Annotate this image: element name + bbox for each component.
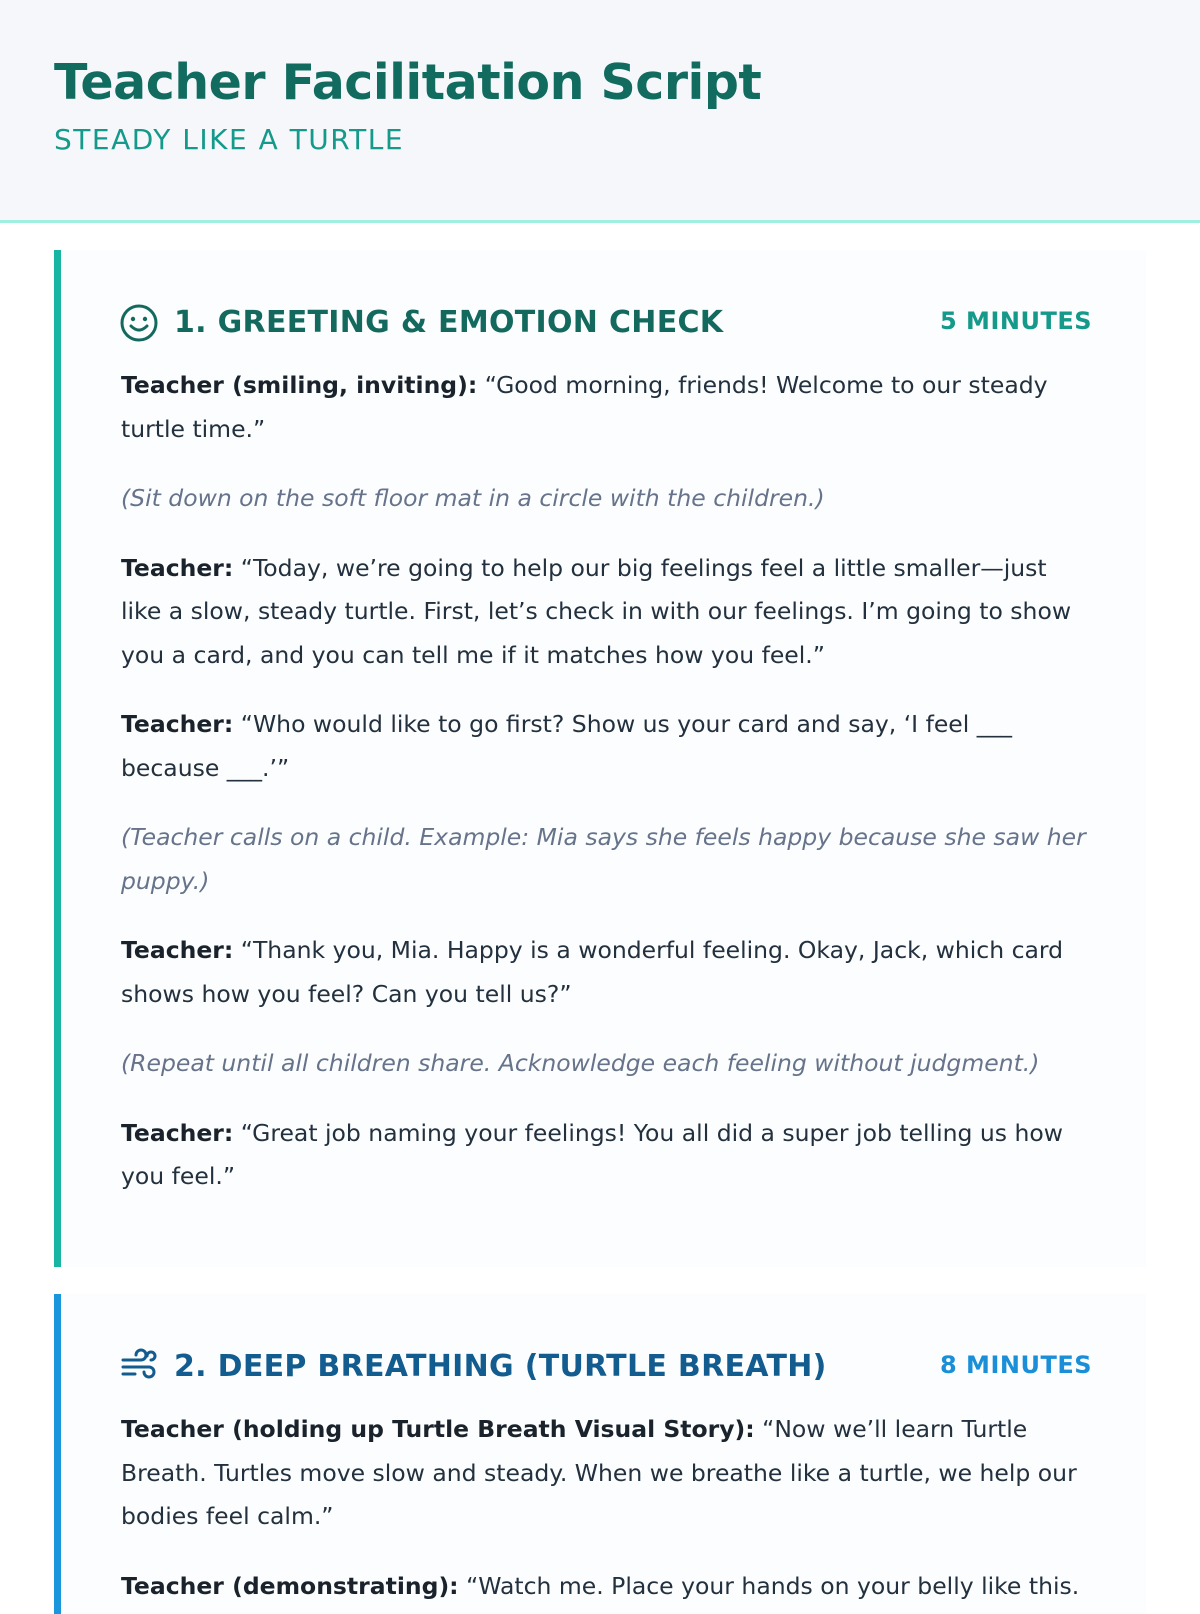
- speaker-label: Teacher (holding up Turtle Breath Visual Story):: [121, 1415, 755, 1443]
- smiley-face-icon: [119, 303, 159, 343]
- page-title: Teacher Facilitation Script: [54, 54, 762, 111]
- script-line: [121, 1112, 1092, 1199]
- section-title: 1. GREETING & EMOTION CHECK: [174, 305, 724, 340]
- speech-text: “Today, we’re going to help our big feelings feel a little smaller—just like a slow, steady turtle. First, let’s check in with our feelings. I’m going to show you a card, and you can tell me if it matches how you feel.”: [121, 553, 1072, 669]
- section-title: 2. DEEP BREATHING (TURTLE BREATH): [174, 1349, 827, 1384]
- section-header: [121, 303, 1092, 343]
- script-line: [121, 929, 1092, 1016]
- stage-direction: (Repeat until all children share. Acknowledge each feeling without judgment.): [121, 1049, 1040, 1077]
- section-deep-breathing: [54, 1294, 1146, 1614]
- speech-text: “Now we’ll learn Turtle Breath. Turtles move slow and steady. When we breathe like a turtle, we help our bodies feel calm.”: [121, 1415, 1077, 1530]
- speech-text: “Thank you, Mia. Happy is a wonderful feeling. Okay, Jack, which card shows how you feel? Can you tell us?”: [121, 936, 1064, 1008]
- speaker-label: Teacher:: [121, 1118, 234, 1147]
- section-duration: 5 MINUTES: [940, 307, 1092, 335]
- stage-direction: (Teacher calls on a child. Example: Mia says she feels happy because she saw her puppy.): [121, 823, 1086, 895]
- stage-direction: (Sit down on the soft floor mat in a circle with the children.): [121, 484, 825, 512]
- speaker-label: Teacher:: [121, 936, 234, 964]
- section-header: [121, 1347, 1092, 1387]
- speech-text: “Who would like to go first? Show us your card and say, ‘I feel ___ because ___.’”: [121, 710, 1013, 782]
- speech-text: “Good morning, friends! Welcome to our steady turtle time.”: [121, 371, 1048, 443]
- speaker-label: Teacher (smiling, inviting):: [121, 371, 478, 399]
- script-line: [121, 1565, 1092, 1609]
- speaker-label: Teacher:: [121, 553, 234, 582]
- speech-text: “Great job naming your feelings! You all did a super job telling us how you feel.”: [121, 1118, 1063, 1190]
- wind-icon: [119, 1347, 159, 1387]
- section-greeting: [54, 250, 1146, 1267]
- script-line: [121, 703, 1092, 790]
- page-subtitle: STEADY LIKE A TURTLE: [54, 123, 405, 156]
- speaker-label: Teacher (demonstrating):: [121, 1571, 459, 1600]
- page-header: [0, 0, 1200, 223]
- section-duration: 8 MINUTES: [940, 1351, 1092, 1379]
- speaker-label: Teacher:: [121, 710, 234, 738]
- speech-text: “Watch me. Place your hands on your belly like this.: [458, 1571, 1080, 1600]
- script-line: [121, 547, 1092, 678]
- script-line: [121, 1408, 1092, 1539]
- script-line: [121, 364, 1092, 451]
